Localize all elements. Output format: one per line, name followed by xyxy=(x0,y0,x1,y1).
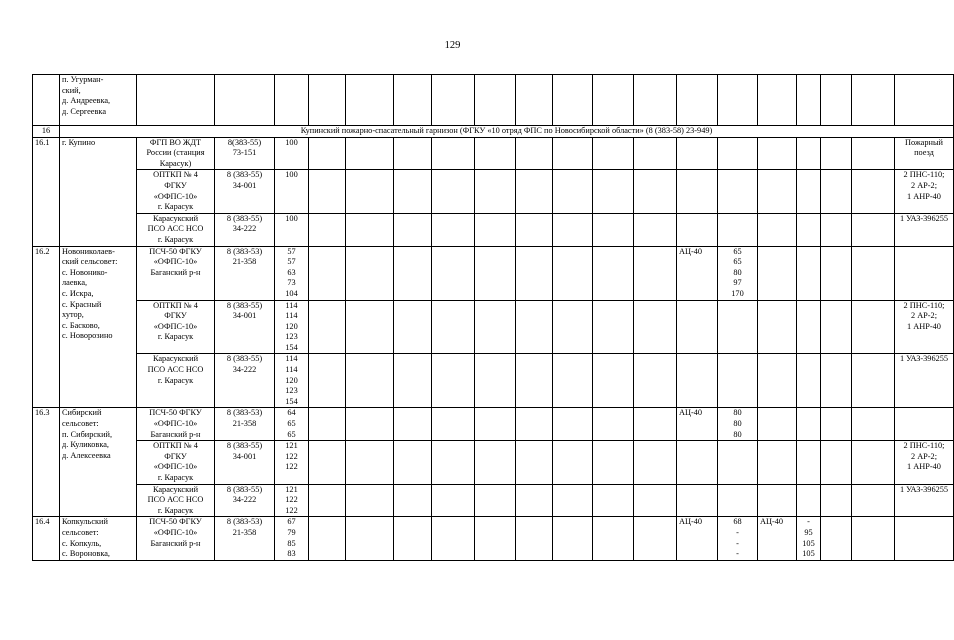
block-number: 16.3 xyxy=(33,408,60,517)
tanker-distance xyxy=(718,354,758,408)
empty-cell xyxy=(593,213,634,246)
unit-phone: 8 (383-55) 34-222 xyxy=(215,354,275,408)
tanker2-distance xyxy=(797,246,821,300)
empty-cell xyxy=(516,484,553,517)
empty-cell xyxy=(394,170,432,213)
empty-cell xyxy=(634,170,677,213)
distance-km: 114 114 120 123 154 xyxy=(275,300,309,354)
tanker-type xyxy=(677,300,718,354)
special-equipment: 2 ПНС-110; 2 АР-2; 1 АНР-40 xyxy=(895,441,954,484)
distance-km: 121 122 122 xyxy=(275,441,309,484)
empty-cell xyxy=(394,213,432,246)
empty-cell xyxy=(593,246,634,300)
tanker-type: АЦ-40 xyxy=(677,246,718,300)
unit-name: ПСЧ-50 ФГКУ «ОФПС-10» Баганский р-н xyxy=(137,408,215,441)
empty-cell xyxy=(852,484,895,517)
tanker-distance: 65 65 80 97 170 xyxy=(718,246,758,300)
unit-phone: 8 (383-55) 34-001 xyxy=(215,300,275,354)
empty-cell xyxy=(852,213,895,246)
tanker2-distance xyxy=(797,441,821,484)
tanker2-type xyxy=(758,300,797,354)
tanker2-distance xyxy=(797,408,821,441)
unit-phone: 8 (383-55) 34-222 xyxy=(215,484,275,517)
empty-cell xyxy=(346,213,394,246)
empty-cell xyxy=(346,408,394,441)
distance-km: 100 xyxy=(275,213,309,246)
tanker-type xyxy=(677,441,718,484)
empty-cell xyxy=(432,441,475,484)
empty-cell xyxy=(516,213,553,246)
unit-name: ОПТКП № 4 ФГКУ «ОФПС-10» г. Карасук xyxy=(137,170,215,213)
special-equipment: 1 УАЗ-396255 xyxy=(895,354,954,408)
empty-cell xyxy=(475,137,516,170)
empty-cell xyxy=(821,441,852,484)
special-equipment xyxy=(895,246,954,300)
empty-cell xyxy=(309,246,346,300)
distance-km: 121 122 122 xyxy=(275,484,309,517)
empty-cell xyxy=(516,137,553,170)
empty-cell xyxy=(553,517,593,560)
tanker2-distance xyxy=(797,354,821,408)
empty-cell xyxy=(309,300,346,354)
unit-phone: 8 (383-55) 34-001 xyxy=(215,441,275,484)
empty-cell xyxy=(394,517,432,560)
garrison-title: Купинский пожарно-спасательный гарнизон (ФГКУ «10 отряд ФПС по Новосибирской области» (8 (383-58) 23-949) xyxy=(60,126,954,138)
table-row xyxy=(33,213,954,246)
special-equipment: 2 ПНС-110; 2 АР-2; 1 АНР-40 xyxy=(895,300,954,354)
empty-cell xyxy=(346,170,394,213)
tanker-type xyxy=(677,170,718,213)
empty-cell xyxy=(432,246,475,300)
unit-name: ПСЧ-50 ФГКУ «ОФПС-10» Баганский р-н xyxy=(137,246,215,300)
empty-cell xyxy=(852,517,895,560)
empty-cell xyxy=(553,137,593,170)
empty-cell xyxy=(394,354,432,408)
unit-phone: 8 (383-53) 21-358 xyxy=(215,408,275,441)
special-equipment: Пожарный поезд xyxy=(895,137,954,170)
tanker2-type xyxy=(758,170,797,213)
carry-over-row xyxy=(33,75,954,126)
empty-cell xyxy=(634,213,677,246)
unit-phone: 8 (383-53) 21-358 xyxy=(215,517,275,560)
empty-cell xyxy=(516,300,553,354)
empty-cell xyxy=(593,137,634,170)
tanker2-type xyxy=(758,246,797,300)
empty-cell xyxy=(553,170,593,213)
empty-cell xyxy=(475,213,516,246)
empty-cell xyxy=(593,484,634,517)
carry-over-settlements: п. Угурман- ский, д. Андреевка, д. Сергеевка xyxy=(62,75,111,116)
empty-cell xyxy=(346,354,394,408)
tanker-type xyxy=(677,484,718,517)
empty-cell xyxy=(346,517,394,560)
empty-cell xyxy=(821,408,852,441)
tanker-type: АЦ-40 xyxy=(677,517,718,560)
empty-cell xyxy=(309,484,346,517)
tanker-distance xyxy=(718,441,758,484)
empty-cell xyxy=(634,137,677,170)
tanker2-type xyxy=(758,484,797,517)
empty-cell xyxy=(394,300,432,354)
tanker-distance xyxy=(718,484,758,517)
tanker2-type xyxy=(758,408,797,441)
tanker-type xyxy=(677,137,718,170)
empty-cell xyxy=(852,300,895,354)
empty-cell xyxy=(394,137,432,170)
tanker-distance: 80 80 80 xyxy=(718,408,758,441)
empty-cell xyxy=(634,354,677,408)
empty-cell xyxy=(309,441,346,484)
garrison-row xyxy=(33,126,954,138)
empty-cell xyxy=(821,170,852,213)
special-equipment xyxy=(895,517,954,560)
unit-phone: 8 (383-53) 21-358 xyxy=(215,246,275,300)
tanker2-distance xyxy=(797,300,821,354)
empty-cell xyxy=(852,137,895,170)
empty-cell xyxy=(475,300,516,354)
unit-phone: 8 (383-55) 34-222 xyxy=(215,213,275,246)
empty-cell xyxy=(516,246,553,300)
table-row xyxy=(33,441,954,484)
empty-cell xyxy=(432,213,475,246)
tanker-distance xyxy=(718,170,758,213)
empty-cell xyxy=(309,354,346,408)
table-row xyxy=(33,354,954,408)
empty-cell xyxy=(852,170,895,213)
empty-cell xyxy=(432,484,475,517)
unit-name: ПСЧ-50 ФГКУ «ОФПС-10» Баганский р-н xyxy=(137,517,215,560)
empty-cell xyxy=(821,354,852,408)
empty-cell xyxy=(593,170,634,213)
empty-cell xyxy=(634,517,677,560)
empty-cell xyxy=(475,246,516,300)
empty-cell xyxy=(516,408,553,441)
empty-cell xyxy=(346,441,394,484)
tanker2-distance: - 95 105 105 xyxy=(797,517,821,560)
page-number: 129 xyxy=(444,40,461,51)
empty-cell xyxy=(634,441,677,484)
empty-cell xyxy=(852,408,895,441)
empty-cell xyxy=(634,408,677,441)
unit-phone: 8(383-55) 73-151 xyxy=(215,137,275,170)
empty-cell xyxy=(475,517,516,560)
empty-cell xyxy=(821,517,852,560)
empty-cell xyxy=(553,354,593,408)
empty-cell xyxy=(516,354,553,408)
empty-cell xyxy=(634,300,677,354)
empty-cell xyxy=(475,170,516,213)
empty-cell xyxy=(475,441,516,484)
settlement-list: Новониколаев- ский сельсовет: с. Новонико- лаевка, с. Искра, с. Красный хутор, с. Басково, с. Новорозино xyxy=(60,246,137,408)
empty-cell xyxy=(553,441,593,484)
empty-cell xyxy=(516,441,553,484)
empty-cell xyxy=(394,484,432,517)
unit-name: Карасукский ПСО АСС НСО г. Карасук xyxy=(137,354,215,408)
empty-cell xyxy=(852,246,895,300)
distance-km: 114 114 120 123 154 xyxy=(275,354,309,408)
table-row xyxy=(33,170,954,213)
table-row xyxy=(33,137,954,170)
empty-cell xyxy=(516,517,553,560)
empty-cell xyxy=(821,246,852,300)
tanker-distance xyxy=(718,137,758,170)
tanker2-distance xyxy=(797,137,821,170)
block-number: 16.1 xyxy=(33,137,60,246)
settlement-list: Копкульский сельсовет: с. Копкуль, с. Вороновка, xyxy=(60,517,137,560)
distance-km: 64 65 65 xyxy=(275,408,309,441)
tanker-type xyxy=(677,213,718,246)
empty-cell xyxy=(346,300,394,354)
empty-cell xyxy=(634,484,677,517)
unit-name: ОПТКП № 4 ФГКУ «ОФПС-10» г. Карасук xyxy=(137,441,215,484)
special-equipment: 1 УАЗ-396255 xyxy=(895,484,954,517)
table-row xyxy=(33,484,954,517)
settlement-list: г. Купино xyxy=(60,137,137,246)
empty-cell xyxy=(394,441,432,484)
empty-cell xyxy=(475,354,516,408)
distance-km: 100 xyxy=(275,170,309,213)
tanker-type xyxy=(677,354,718,408)
empty-cell xyxy=(553,246,593,300)
tanker2-distance xyxy=(797,484,821,517)
empty-cell xyxy=(309,408,346,441)
empty-cell xyxy=(394,408,432,441)
empty-cell xyxy=(309,517,346,560)
unit-name: ОПТКП № 4 ФГКУ «ОФПС-10» г. Карасук xyxy=(137,300,215,354)
distance-km: 57 57 63 73 104 xyxy=(275,246,309,300)
settlement-list: Сибирский сельсовет: п. Сибирский, д. Куликовка, д. Алексеевка xyxy=(60,408,137,517)
empty-cell xyxy=(553,484,593,517)
unit-phone: 8 (383-55) 34-001 xyxy=(215,170,275,213)
empty-cell xyxy=(432,517,475,560)
empty-cell xyxy=(852,354,895,408)
tanker2-distance xyxy=(797,170,821,213)
empty-cell xyxy=(593,408,634,441)
empty-cell xyxy=(346,484,394,517)
empty-cell xyxy=(553,300,593,354)
empty-cell xyxy=(516,170,553,213)
empty-cell xyxy=(346,137,394,170)
empty-cell xyxy=(553,213,593,246)
tanker-distance xyxy=(718,300,758,354)
unit-name: Карасукский ПСО АСС НСО г. Карасук xyxy=(137,484,215,517)
empty-cell xyxy=(553,408,593,441)
empty-cell xyxy=(432,300,475,354)
block-number: 16.2 xyxy=(33,246,60,408)
distance-km: 67 79 85 83 xyxy=(275,517,309,560)
empty-cell xyxy=(432,170,475,213)
empty-cell xyxy=(432,137,475,170)
empty-cell xyxy=(394,246,432,300)
special-equipment: 2 ПНС-110; 2 АР-2; 1 АНР-40 xyxy=(895,170,954,213)
table-row xyxy=(33,300,954,354)
empty-cell xyxy=(821,484,852,517)
empty-cell xyxy=(475,484,516,517)
special-equipment xyxy=(895,408,954,441)
empty-cell xyxy=(432,354,475,408)
tanker2-type xyxy=(758,441,797,484)
empty-cell xyxy=(432,408,475,441)
empty-cell xyxy=(821,300,852,354)
empty-cell xyxy=(821,213,852,246)
empty-cell xyxy=(309,170,346,213)
empty-cell xyxy=(593,441,634,484)
empty-cell xyxy=(634,246,677,300)
table-row xyxy=(33,408,954,441)
tanker2-distance xyxy=(797,213,821,246)
tanker-distance: 68 - - - xyxy=(718,517,758,560)
tanker2-type xyxy=(758,213,797,246)
empty-cell xyxy=(593,354,634,408)
table-row xyxy=(33,246,954,300)
tanker-distance xyxy=(718,213,758,246)
empty-cell xyxy=(593,517,634,560)
tanker-type: АЦ-40 xyxy=(677,408,718,441)
empty-cell xyxy=(821,137,852,170)
empty-cell xyxy=(346,246,394,300)
tanker2-type: АЦ-40 xyxy=(758,517,797,560)
empty-cell xyxy=(309,213,346,246)
tanker2-type xyxy=(758,354,797,408)
empty-cell xyxy=(593,300,634,354)
empty-cell xyxy=(852,441,895,484)
unit-name: ФГП ВО ЖДТ России (станция Карасук) xyxy=(137,137,215,170)
unit-name: Карасукский ПСО АСС НСО г. Карасук xyxy=(137,213,215,246)
distance-km: 100 xyxy=(275,137,309,170)
special-equipment: 1 УАЗ-396255 xyxy=(895,213,954,246)
tanker2-type xyxy=(758,137,797,170)
fire-garrison-table xyxy=(32,74,954,561)
empty-cell xyxy=(309,137,346,170)
empty-cell xyxy=(475,408,516,441)
block-number: 16.4 xyxy=(33,517,60,560)
garrison-number: 16 xyxy=(33,126,60,138)
table-row xyxy=(33,517,954,560)
